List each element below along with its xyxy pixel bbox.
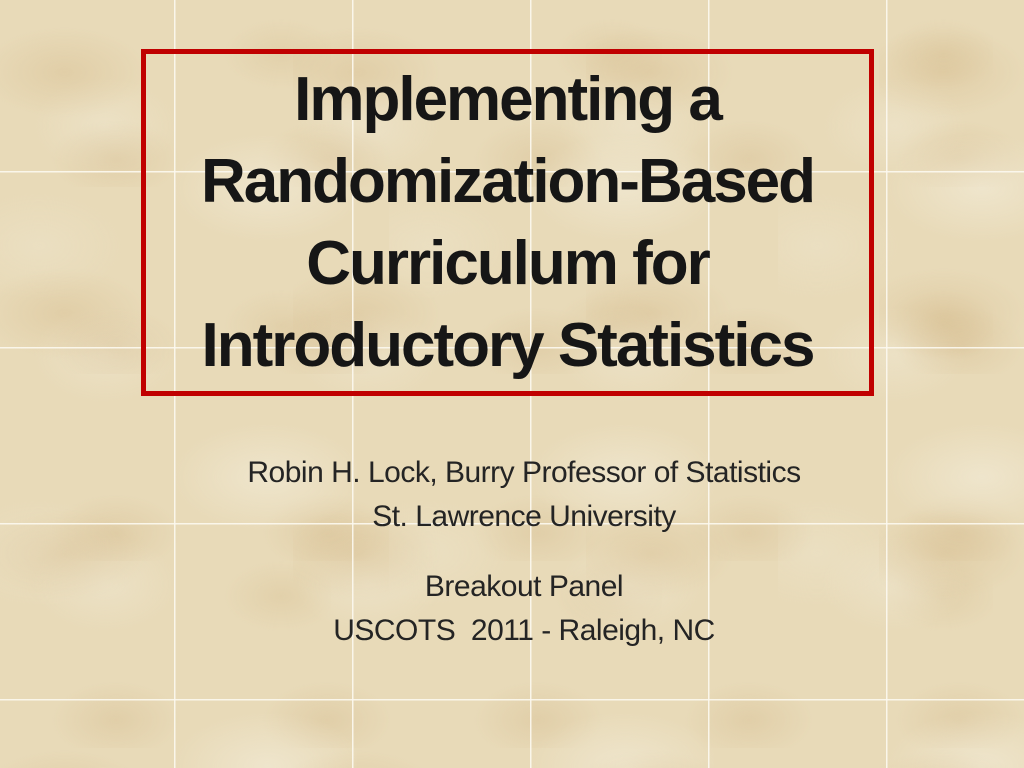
- event-session-line: Breakout Panel: [424, 570, 624, 603]
- event-block: [24, 565, 1024, 653]
- title-line-3: Curriculum for: [306, 228, 709, 298]
- title-box: [141, 49, 874, 396]
- author-block: [24, 451, 1024, 539]
- author-affiliation-line: St. Lawrence University: [372, 500, 676, 533]
- title-line-4: Introductory Statistics: [201, 310, 814, 380]
- author-name-line: Robin H. Lock, Burry Professor of Statistics: [247, 456, 801, 489]
- title-line-2: Randomization-Based: [200, 146, 815, 216]
- event-location-line: USCOTS 2011 - Raleigh, NC: [333, 614, 715, 647]
- title-line-1: Implementing a: [294, 64, 721, 134]
